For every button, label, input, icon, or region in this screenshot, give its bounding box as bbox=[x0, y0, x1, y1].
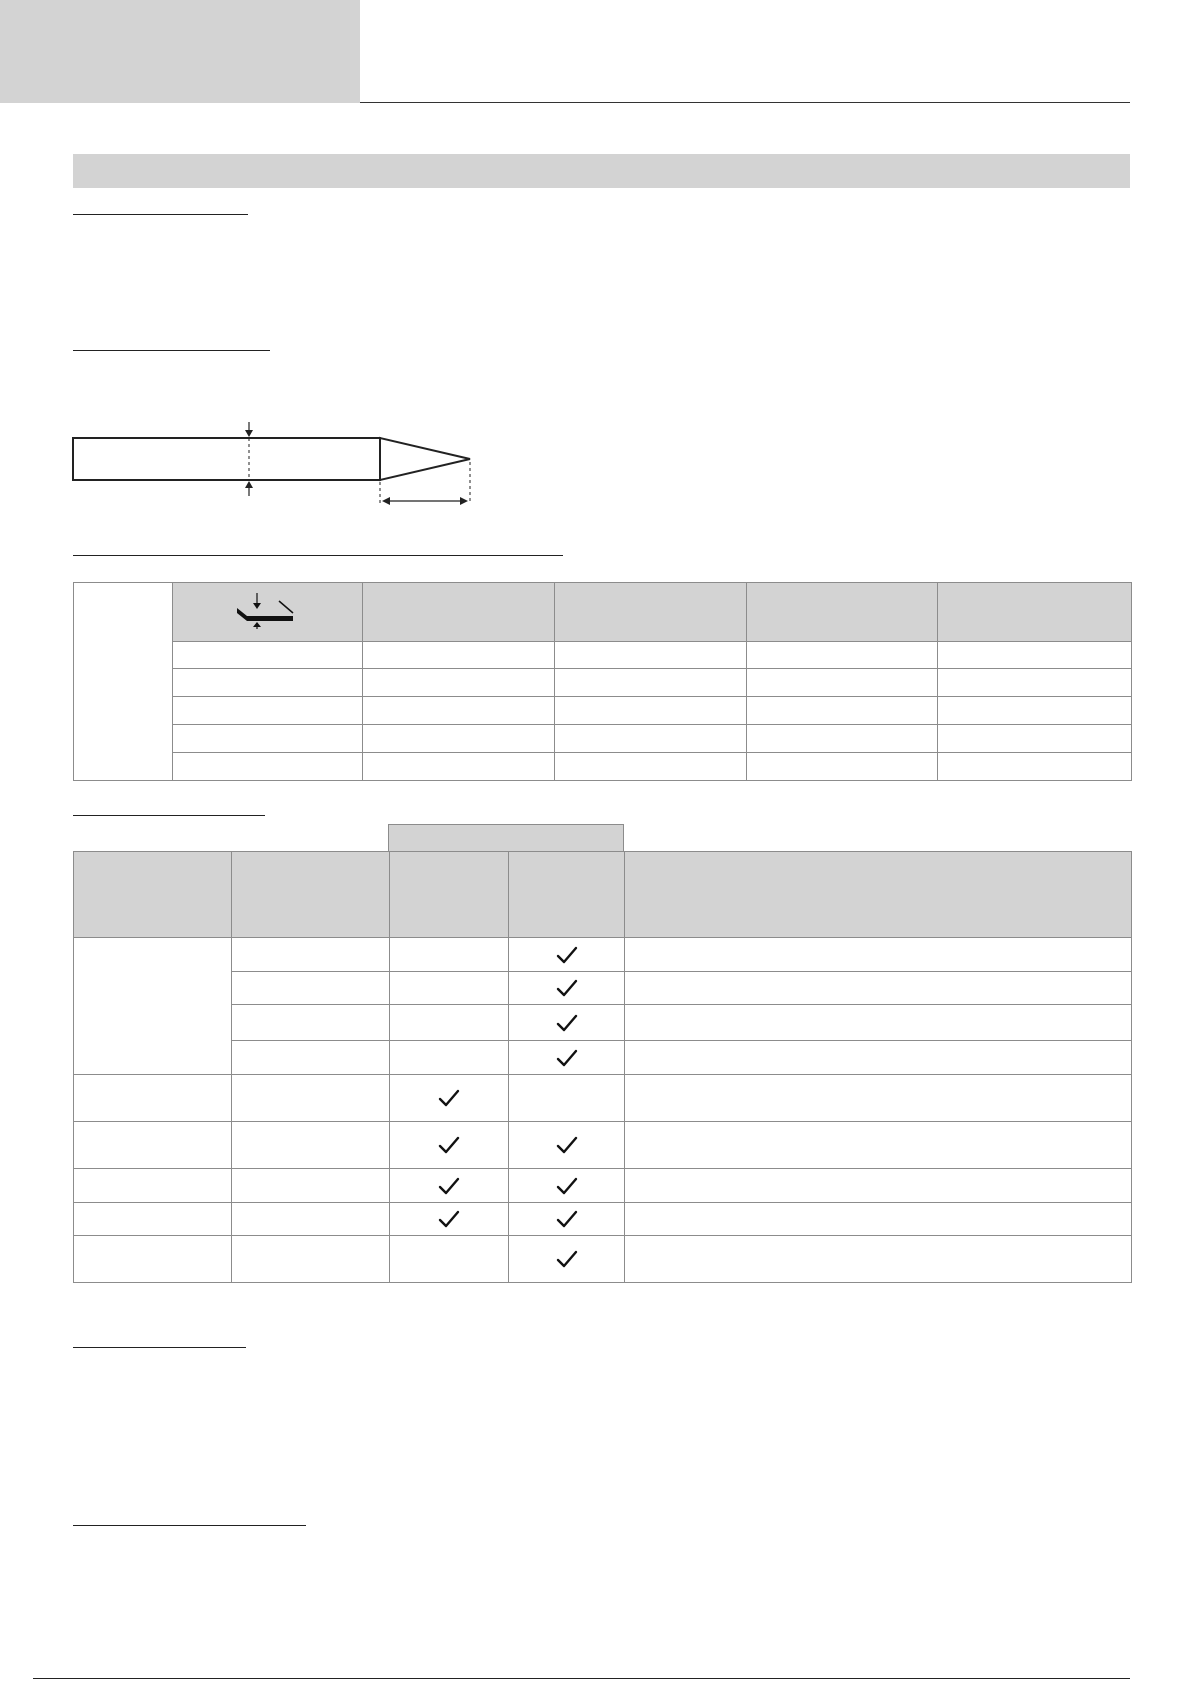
table2-group-header bbox=[388, 824, 624, 852]
table1-header-cell bbox=[938, 583, 1132, 642]
pencil-body bbox=[73, 438, 380, 480]
check-cell-b-4 bbox=[509, 1075, 625, 1122]
check-cell-b-2 bbox=[509, 1005, 625, 1041]
table1-row bbox=[74, 725, 1132, 753]
table2-header-cell bbox=[390, 852, 509, 938]
position-table bbox=[73, 851, 1132, 1283]
check-mark-icon bbox=[556, 1048, 578, 1068]
check-mark-icon bbox=[556, 1209, 578, 1229]
check-mark-icon bbox=[438, 1088, 460, 1108]
table1-left-cell bbox=[74, 583, 173, 781]
table2-row bbox=[74, 938, 1132, 972]
table2-row bbox=[74, 972, 1132, 1005]
table2-row bbox=[74, 1005, 1132, 1041]
check-cell-a-6 bbox=[390, 1169, 509, 1203]
table2-row bbox=[74, 1075, 1132, 1122]
check-mark-icon bbox=[438, 1176, 460, 1196]
check-cell-b-7 bbox=[509, 1203, 625, 1236]
heading-underline-5 bbox=[73, 1347, 246, 1348]
check-cell-a-2 bbox=[390, 1005, 509, 1041]
check-cell-b-3 bbox=[509, 1041, 625, 1075]
check-cell-b-8 bbox=[509, 1236, 625, 1283]
check-mark-icon bbox=[556, 1176, 578, 1196]
table1-row bbox=[74, 669, 1132, 697]
tip-thickness-icon bbox=[235, 591, 301, 629]
check-cell-a-4 bbox=[390, 1075, 509, 1122]
table2-header-cell bbox=[232, 852, 390, 938]
table1-row bbox=[74, 697, 1132, 725]
check-mark-icon bbox=[556, 1013, 578, 1033]
pencil-diagram bbox=[70, 410, 480, 510]
table1-header-cell bbox=[747, 583, 938, 642]
heading-underline-1 bbox=[73, 214, 248, 215]
check-cell-a-5 bbox=[390, 1122, 509, 1169]
check-cell-b-0 bbox=[509, 938, 625, 972]
check-cell-a-3 bbox=[390, 1041, 509, 1075]
table1-row bbox=[74, 642, 1132, 669]
table2-row bbox=[74, 1122, 1132, 1169]
table1-row bbox=[74, 753, 1132, 781]
table2-header-cell bbox=[74, 852, 232, 938]
check-cell-b-1 bbox=[509, 972, 625, 1005]
header-rule bbox=[360, 102, 1130, 103]
check-mark-icon bbox=[556, 1135, 578, 1155]
heading-underline-2 bbox=[73, 350, 270, 351]
table2-row bbox=[74, 1236, 1132, 1283]
table2-row bbox=[74, 1203, 1132, 1236]
table2-group-cell bbox=[74, 938, 232, 1075]
check-cell-a-0 bbox=[390, 938, 509, 972]
check-mark-icon bbox=[556, 945, 578, 965]
table2-row bbox=[74, 1169, 1132, 1203]
heading-underline-4 bbox=[73, 815, 265, 816]
check-mark-icon bbox=[556, 978, 578, 998]
check-mark-icon bbox=[556, 1249, 578, 1269]
heading-underline-6 bbox=[73, 1525, 306, 1526]
table2-header-cell bbox=[625, 852, 1132, 938]
check-cell-a-7 bbox=[390, 1203, 509, 1236]
footer-rule bbox=[33, 1678, 1130, 1679]
chapter-tab bbox=[0, 0, 360, 103]
table1-header-cell bbox=[363, 583, 555, 642]
check-cell-b-5 bbox=[509, 1122, 625, 1169]
table2-row bbox=[74, 1041, 1132, 1075]
check-cell-a-8 bbox=[390, 1236, 509, 1283]
thickness-table bbox=[73, 582, 1132, 781]
check-cell-a-1 bbox=[390, 972, 509, 1005]
table2-header-cell bbox=[509, 852, 625, 938]
table1-header-icon-cell bbox=[173, 583, 363, 642]
table1-header-cell bbox=[555, 583, 747, 642]
pencil-tip bbox=[380, 438, 470, 480]
heading-underline-3 bbox=[73, 555, 563, 556]
check-cell-b-6 bbox=[509, 1169, 625, 1203]
check-mark-icon bbox=[438, 1209, 460, 1229]
check-mark-icon bbox=[438, 1135, 460, 1155]
section-title-bar bbox=[73, 154, 1130, 188]
